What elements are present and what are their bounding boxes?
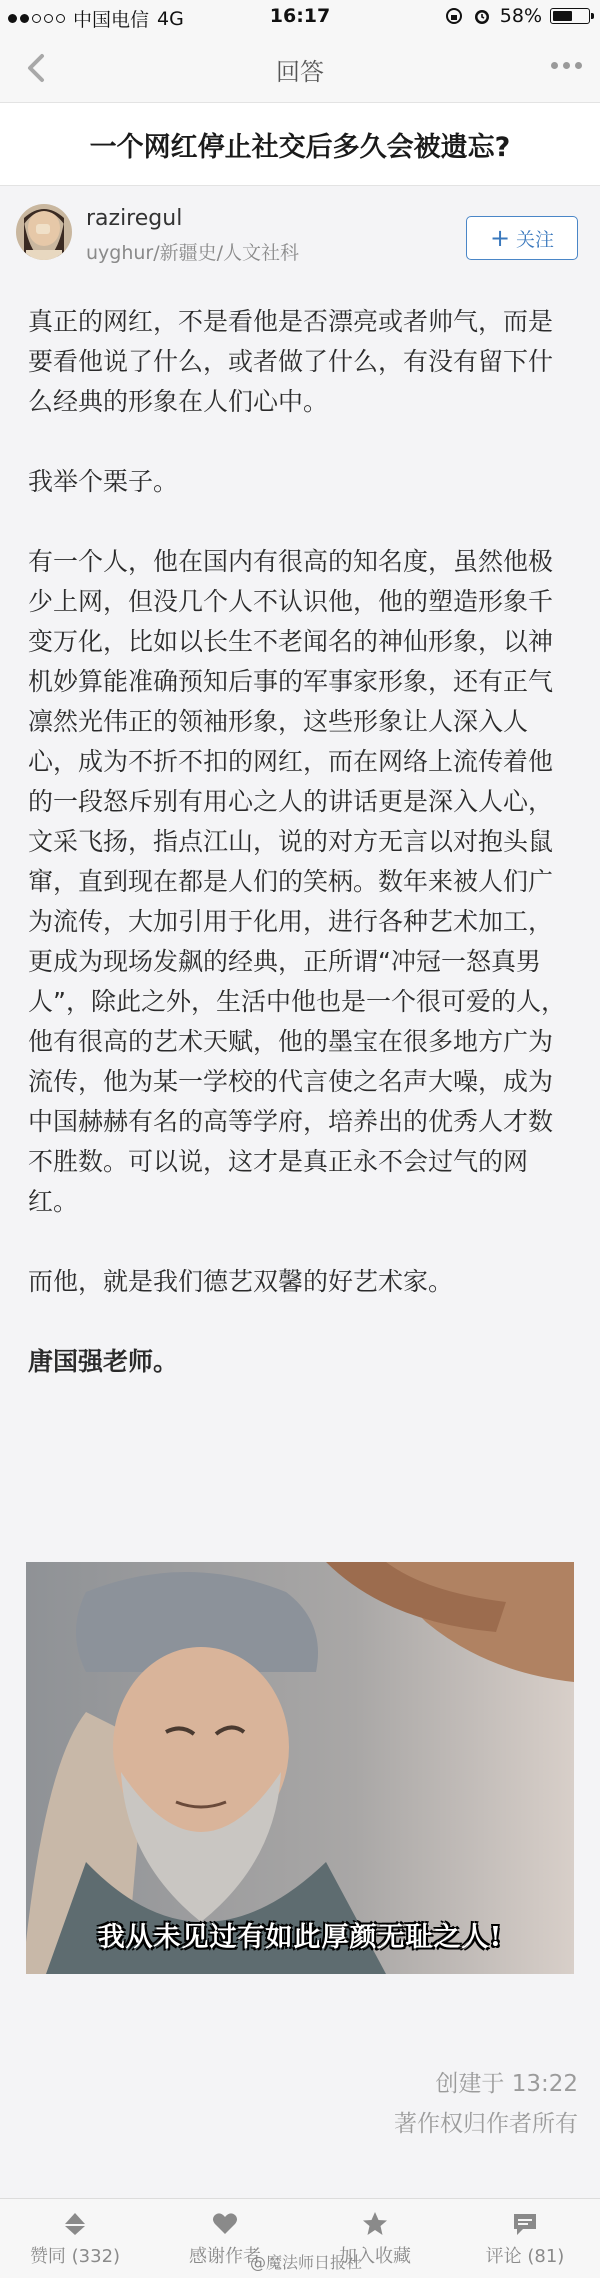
battery-fill bbox=[553, 11, 572, 21]
nav-bar bbox=[0, 34, 600, 102]
plus-icon: + bbox=[489, 224, 511, 252]
battery-icon bbox=[550, 8, 590, 24]
comment-button[interactable] bbox=[450, 2199, 600, 2278]
answer-paragraph: 我举个栗子。 bbox=[28, 467, 179, 496]
page-title: 回答 bbox=[276, 58, 324, 86]
answer-meta bbox=[394, 2064, 578, 2144]
thank-author-label: 感谢作者 bbox=[189, 2245, 261, 2267]
status-right bbox=[444, 5, 590, 27]
comment-icon bbox=[511, 2210, 539, 2238]
upvote-button[interactable] bbox=[0, 2199, 150, 2278]
author-bio: uyghur/新疆史/人文社科 bbox=[86, 242, 300, 264]
alarm-icon bbox=[472, 6, 492, 26]
meme-image bbox=[26, 1562, 574, 1974]
question-title[interactable]: 一个网红停止社交后多久会被遗忘? bbox=[89, 132, 511, 163]
answer-paragraph: 真正的网红，不是看他是否漂亮或者帅气，而是要看他说了什么，或者做了什么，有没有留下什么经典的形象在人们心中。 bbox=[28, 307, 554, 416]
created-time: 创建于 13:22 bbox=[435, 2071, 578, 2097]
battery-percent: 58% bbox=[499, 5, 542, 27]
network-label: 4G bbox=[157, 7, 184, 30]
copyright-note: 著作权归作者所有 bbox=[394, 2111, 578, 2137]
answer-paragraph: 而他，就是我们德艺双馨的好艺术家。 bbox=[28, 1267, 454, 1296]
carrier-label: 中国电信 bbox=[73, 9, 150, 31]
answer-image[interactable] bbox=[26, 1562, 574, 1974]
watermark: @魔法师日报社 bbox=[250, 2253, 363, 2272]
star-icon bbox=[361, 2210, 389, 2238]
upvote-label: 赞同 (332) bbox=[29, 2245, 121, 2267]
rotation-lock-icon bbox=[444, 6, 464, 26]
status-bar bbox=[0, 0, 600, 34]
more-icon[interactable] bbox=[551, 62, 582, 69]
answer-closing: 唐国强老师。 bbox=[28, 1347, 179, 1376]
answer-paragraph: 有一个人，他在国内有很高的知名度，虽然他极少上网，但没几个人不认识他，他的塑造形象千变万化，比如以长生不老闻名的神仙形象，以神机妙算能准确预知后事的军事家形象，还有正气凛然光伟正的领袖形象，这些形象让人深入人心，成为不折不扣的网红，而在网络上流传着他的一段怒斥别有用心之人的讲话更是深入人心，文采飞扬，指点江山，说的对方无言以对抱头鼠窜，直到现在都是人们的笑柄。数年来被人们广为流传，大加引用于化用，进行各种艺术加工，更成为现场发飙的经典，正所谓“冲冠一怒真男人”，除此之外，生活中他也是一个很可爱的人，他有很高的艺术天赋，他的墨宝在很多地方广为流传，他为某一学校的代言使之名声大噪，成为中国赫赫有名的高等学府，培养出的优秀人才数不胜数。可以说，这才是真正永不会过气的网红。 bbox=[28, 547, 566, 1216]
upvote-icon bbox=[61, 2210, 89, 2238]
collect-label: 加入收藏 bbox=[339, 2245, 411, 2267]
comment-label: 评论 (81) bbox=[485, 2245, 565, 2267]
follow-button[interactable] bbox=[466, 216, 578, 260]
answer-body bbox=[28, 302, 576, 1422]
image-caption: 我从未见过有如此厚颜无耻之人! bbox=[97, 1922, 503, 1953]
follow-label: 关注 bbox=[516, 228, 555, 251]
author-row bbox=[0, 196, 600, 280]
avatar[interactable] bbox=[16, 204, 72, 260]
question-header[interactable] bbox=[0, 102, 600, 186]
author-name[interactable]: raziregul bbox=[86, 206, 183, 231]
status-time: 16:17 bbox=[269, 5, 331, 27]
heart-icon bbox=[211, 2210, 239, 2238]
